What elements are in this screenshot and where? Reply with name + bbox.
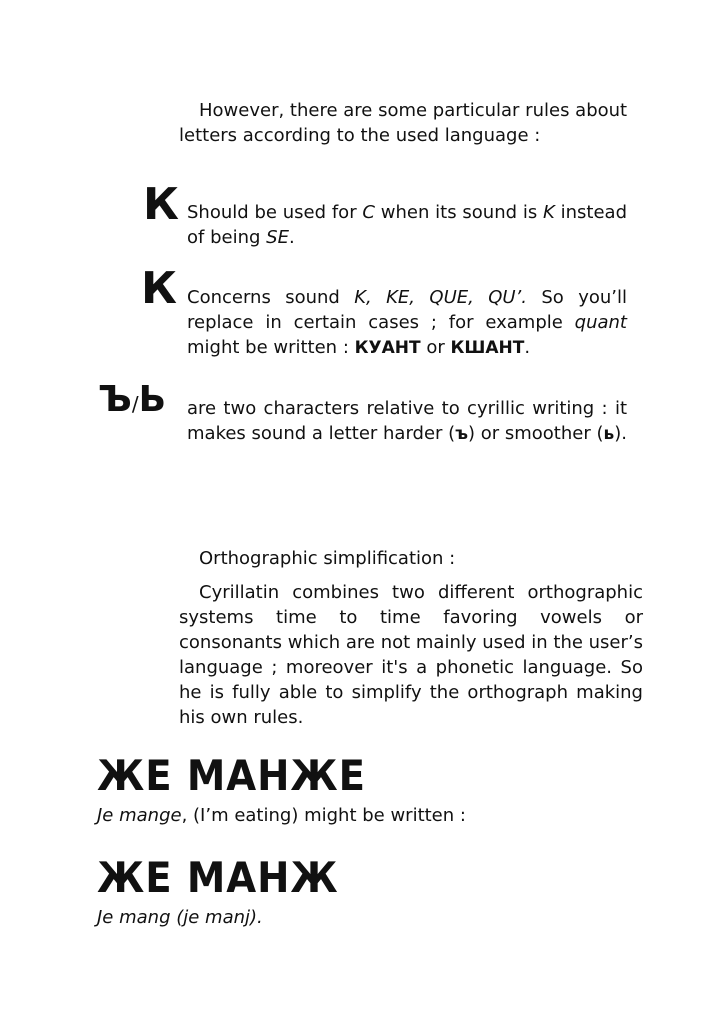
ortho-title: Orthographic simplification : [199, 548, 456, 569]
rule-1-em-1: C [362, 202, 375, 223]
example-2-caption-em: Je mang (je manj). [97, 907, 263, 928]
rule-3-text: are two characters relative to cyrillic writing : it makes sound a letter harder (ъ) or smoother (ь). [187, 398, 627, 444]
rule-1-em-2: K [543, 202, 555, 223]
rule-2-glyph: К [141, 263, 177, 314]
example-1-caption-rest: , (I’m eating) might be written : [181, 805, 466, 826]
example-1-caption [97, 804, 466, 828]
hard-sign-glyph: Ъ [98, 379, 132, 420]
rule-2-em-1: K, KE, QUE, QU’. [354, 287, 527, 308]
rule-1-text: Should be used for C when its sound is K instead of being SE. [187, 202, 627, 248]
intro-line-1: However, there are some particular rules about [199, 100, 628, 121]
rule-3-cyrillic-2: ь [603, 424, 615, 444]
rule-1-em-3: SE [266, 227, 289, 248]
example-1-caption-em: Je mange [97, 805, 182, 826]
rule-3-glyphs [98, 378, 166, 426]
rule-2-cyrillic-2: КШАНТ [450, 338, 525, 358]
rule-2-cyrillic-1: КУАНТ [354, 338, 421, 358]
rule-3-cyrillic-1: ъ [455, 424, 468, 444]
ortho-body: Cyrillatin combines two different orthographic systems time to time favoring vowels or consonants which are not mainly used in the user’s language ; moreover it's a phonetic language. So he is fully able to simplify the orthograph making his own rules. [179, 582, 644, 728]
rule-1-glyph: К [143, 179, 179, 230]
example-2-heading: ЖЕ МАНЖ [97, 853, 339, 902]
rule-2-text: Concerns sound K, KE, QUE, QU’. So you’ll replace in certain cases ; for example quant might be written : КУАНТ or КШАНТ. [187, 287, 627, 358]
intro-paragraph [179, 98, 639, 148]
example-2-caption [97, 906, 263, 930]
glyph-separator: / [131, 392, 139, 416]
intro-line-2: letters according to the used language : [179, 125, 541, 146]
soft-sign-glyph: Ь [138, 379, 167, 420]
example-1-heading: ЖЕ МАНЖЕ [97, 751, 366, 800]
rule-2-em-2: quant [574, 312, 627, 333]
